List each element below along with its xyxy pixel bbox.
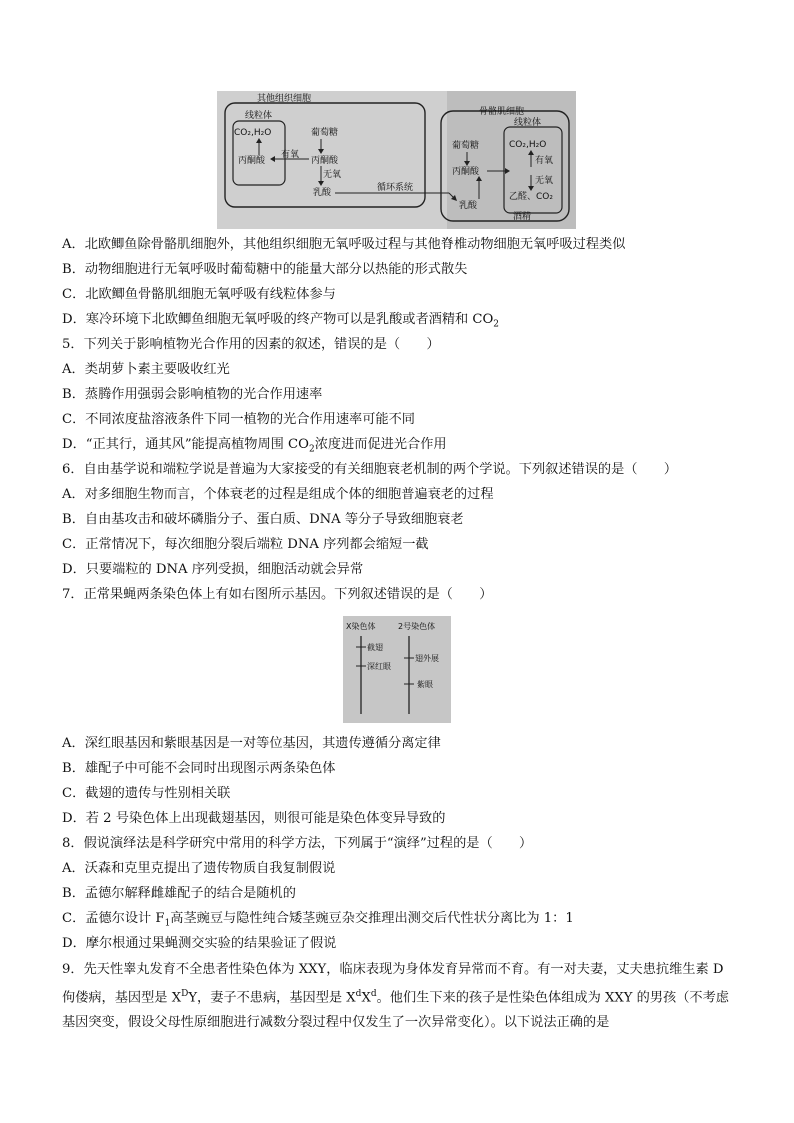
respiration-diagram <box>217 91 576 229</box>
q9-stem: 9．先天性睾丸发育不全患者性染色体为 XXY，临床表现为身体发育异常而不育。有一对夫妻，丈夫患抗维生素 D 佝偻病，基因型是 $X^DY$，妻子不患病，基因型是 $X^dX^d$。他们生下来的孩子是性染色体组成为 XXY 的男孩（不考虑基因突变，假设父母性原细胞进行减数分裂过程中仅发生了一次异常变化）。以下说法正确的是 <box>62 962 729 1031</box>
label-ethanol: 酒精 <box>513 212 532 222</box>
q8-option-b: B．孟德尔解释雌雄配子的结合是随机的 <box>62 886 296 901</box>
q4-option-d: D．寒冷环境下北欧鲫鱼细胞无氧呼吸的终产物可以是乳酸或者酒精和 $CO_2$ <box>62 312 500 330</box>
label-pyruvate-left: 丙酮酸 <box>311 156 339 166</box>
q8-option-c: C．孟德尔设计 $F_1$高茎豌豆与隐性纯合矮茎豌豆杂交推理出测交后代性状分离比为 1：1 <box>62 911 574 929</box>
q7-option-b: B．雄配子中可能不会同时出现图示两条染色体 <box>62 761 336 776</box>
q5-option-a: A．类胡萝卜素主要吸收红光 <box>62 362 230 377</box>
q4-option-b: B．动物细胞进行无氧呼吸时葡萄糖中的能量大部分以热能的形式散失 <box>62 262 468 277</box>
label-chromosome-2: 2号染色体 <box>398 622 436 631</box>
q4-option-a: A．北欧鲫鱼除骨骼肌细胞外，其他组织细胞无氧呼吸过程与其他脊椎动物细胞无氧呼吸过程类似 <box>62 237 626 252</box>
label-lactate-left: 乳酸 <box>313 188 332 198</box>
q6-option-a: A．对多细胞生物而言，个体衰老的过程是组成个体的细胞普遍衰老的过程 <box>62 487 494 502</box>
label-mito-left: 线粒体 <box>245 111 273 121</box>
label-skeletal-cells: 骨骼肌细胞 <box>479 107 525 117</box>
q7-stem: 7．正常果蝇两条染色体上有如右图所示基因。下列叙述错误的是（ ） <box>62 587 493 602</box>
label-circulation: 循环系统 <box>377 183 414 193</box>
label-other-cells: 其他组织细胞 <box>257 94 312 104</box>
label-glucose-right: 葡萄糖 <box>452 141 480 151</box>
label-gene-shy: 深红眼 <box>367 662 391 671</box>
q5-option-c: C．不同浓度盐溶液条件下同一植物的光合作用速率可能不同 <box>62 412 415 427</box>
label-co2h2o-right: CO₂,H₂O <box>509 140 547 150</box>
q5-option-d: D．“正其行，通其风”能提高植物周围 $CO_2$浓度进而促进光合作用 <box>62 437 447 455</box>
label-gene-jc: 截翅 <box>367 643 383 652</box>
chromosome-diagram <box>343 616 451 723</box>
q8-stem: 8．假说演绎法是科学研究中常用的科学方法，下列属于“演绎”过程的是（ ） <box>62 836 533 851</box>
q4-option-c: C．北欧鲫鱼骨骼肌细胞无氧呼吸有线粒体参与 <box>62 287 336 302</box>
label-anaerobic-right: 无氧 <box>535 176 554 186</box>
q8-option-d: D．摩尔根通过果蝇测交实验的结果验证了假说 <box>62 936 337 951</box>
label-x-chromosome: X染色体 <box>346 622 376 631</box>
label-co2h2o-left: CO₂,H₂O <box>234 128 272 138</box>
q6-option-c: C．正常情况下，每次细胞分裂后端粒 DNA 序列都会缩短一截 <box>62 537 429 552</box>
q7-option-a: A．深红眼基因和紫眼基因是一对等位基因，其遗传遵循分离定律 <box>62 736 441 751</box>
label-glucose-left: 葡萄糖 <box>311 128 339 138</box>
label-pyruvate-right: 丙酮酸 <box>452 167 480 177</box>
q5-stem: 5．下列关于影响植物光合作用的因素的叙述，错误的是（ ） <box>62 337 440 352</box>
q7-option-d: D．若 2 号染色体上出现截翅基因，则很可能是染色体变异导致的 <box>62 811 446 826</box>
label-aerobic-right: 有氧 <box>535 156 554 166</box>
label-aerobic-left: 有氧 <box>281 150 300 160</box>
label-gene-cwz: 翅外展 <box>415 654 439 663</box>
label-anaerobic-left: 无氧 <box>323 170 342 180</box>
q6-option-b: B．自由基攻击和破坏磷脂分子、蛋白质、DNA 等分子导致细胞衰老 <box>62 512 464 527</box>
label-lactate-right: 乳酸 <box>459 201 478 211</box>
label-pyruvate-left-mito: 丙酮酸 <box>238 156 266 166</box>
q6-option-d: D．只要端粒的 DNA 序列受损，细胞活动就会异常 <box>62 562 364 577</box>
label-mito-right: 线粒体 <box>514 118 542 128</box>
label-acetaldehyde: 乙醛、CO₂ <box>509 192 553 202</box>
q7-option-c: C．截翅的遗传与性别相关联 <box>62 786 231 801</box>
q6-stem: 6．自由基学说和端粒学说是普遍为大家接受的有关细胞衰老机制的两个学说。下列叙述错误的是（ ） <box>62 462 678 477</box>
q5-option-b: B．蒸腾作用强弱会影响植物的光合作用速率 <box>62 387 323 402</box>
q8-option-a: A．沃森和克里克提出了遗传物质自我复制假说 <box>62 861 336 876</box>
label-gene-zy: 紫眼 <box>417 680 433 689</box>
